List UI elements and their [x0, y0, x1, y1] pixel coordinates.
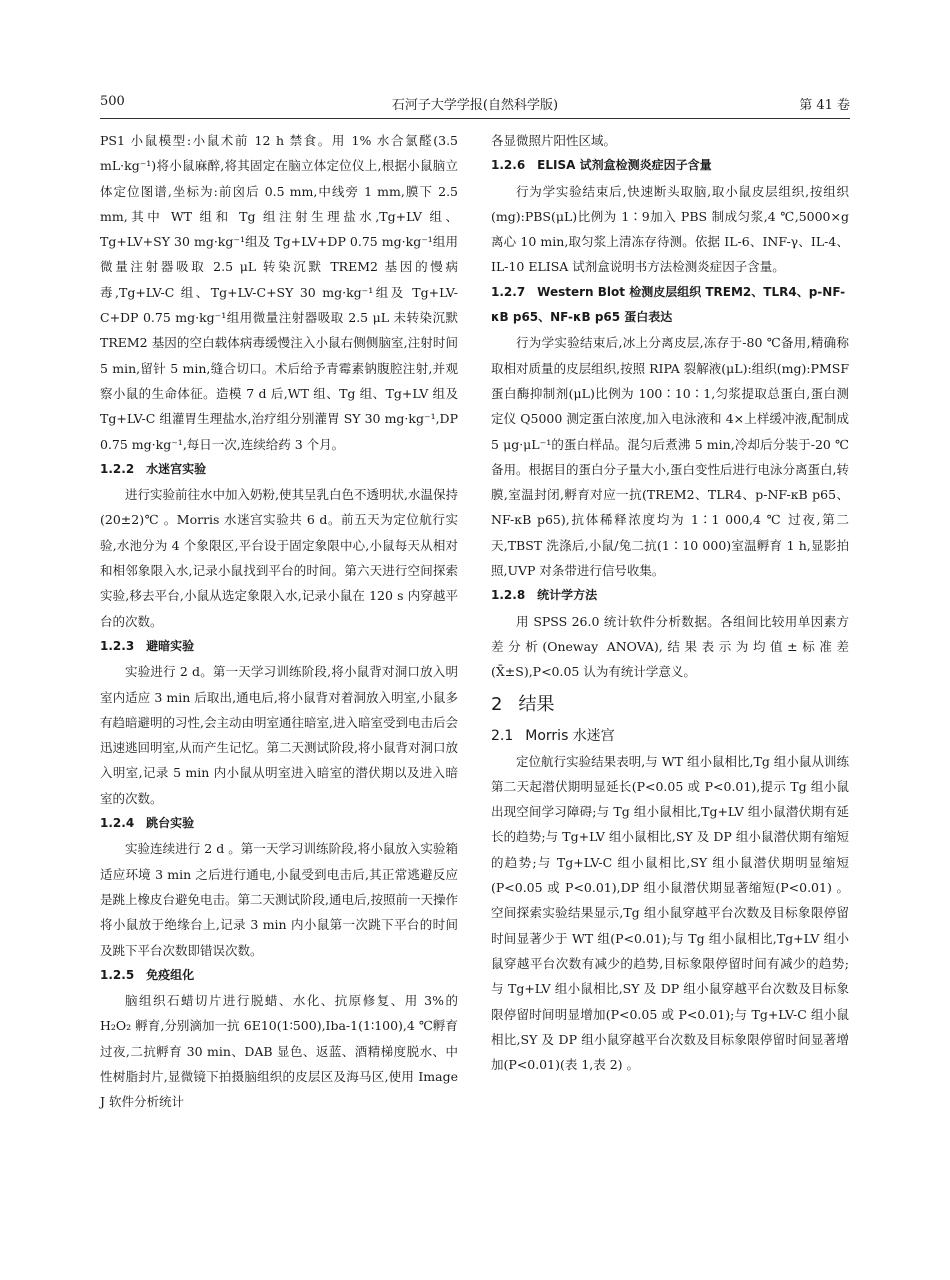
- paragraph-statistics: 用 SPSS 26.0 统计软件分析数据。各组间比较用单因素方差分析(Oneway ANOVA),结果表示为均值±标准差(X̄±S),P<0.05 认为有统计学意义。: [491, 613, 849, 680]
- paragraph-immunohistochemistry: 脑组织石蜡切片进行脱蜡、水化、抗原修复、用 3%的 H₂O₂ 孵育,分别滴加一抗 6E10(1∶500),Iba-1(1∶100),4 ℃孵育过夜,二抗孵育 30 min、DAB 显色、返蓝、酒精梯度脱水、中性树脂封片,显微镜下拍摄脑组织的皮层区及海马区,使用 Image J 软件分析统计: [100, 993, 458, 1110]
- section-number: 1.2.6: [491, 158, 526, 173]
- paragraph-western-blot: 行为学实验结束后,冰上分离皮层,冻存于-80 ℃备用,精确称取相对质量的皮层组织,按照 RIPA 裂解液(μL):组织(mg):PMSF 蛋白酶抑制剂(μL)比例为 100∶10∶1,匀浆提取总蛋白,蛋白测定仪 Q5000 测定蛋白浓度,加入电泳液和 4×上样缓冲液,配制成 5 μg·μL⁻¹的蛋白样品。混匀后煮沸 5 min,冷却后分装于-20 ℃备用。根据目的蛋白分子量大小,蛋白变性后进行电泳分离蛋白,转膜,室温封闭,孵育对应一抗(TREM2、TLR4、p-NF-κB p65、NF-κB p65),抗体稀释浓度均为 1∶1 000,4 ℃ 过夜,第二天,TBST 洗涤后,小鼠/兔二抗(1∶10 000)室温孵育 1 h,显影拍照,UVP 对条带进行信号收集。: [491, 335, 849, 579]
- section-title: 结果: [518, 693, 555, 715]
- right-column: [491, 128, 849, 1077]
- section-title: ELISA 试剂盒检测炎症因子含量: [537, 158, 712, 173]
- section-heading-2-1: [491, 723, 849, 749]
- paragraph-step-down: 实验连续进行 2 d 。第一天学习训练阶段,将小鼠放入实验箱适应环境 3 min 之后进行通电,小鼠受到电击后,其正常逃避反应是跳上橡皮台避免电击。第二天测试阶段,通电后,按照前一天操作将小鼠放于绝缘台上,记录 3 min 内小鼠第一次跳下平台的时间及跳下平台次数即错误次数。: [100, 841, 458, 958]
- section-title: 水迷宫实验: [146, 461, 207, 476]
- section-heading-1-2-7: [491, 280, 849, 331]
- section-title: 统计学方法: [537, 588, 598, 603]
- paragraph-dark-avoidance: 实验进行 2 d。第一天学习训练阶段,将小鼠背对洞口放入明室内适应 3 min 后取出,通电后,将小鼠背对着洞放入明室,小鼠多有趋暗避明的习性,会主动由明室通往暗室,进入暗室受到电击后会迅速逃回明室,从而产生记忆。第二天测试阶段,将小鼠背对洞口放入明室,记录 5 min 内小鼠从明室进入暗室的潜伏期以及进入暗室的次数。: [100, 664, 458, 806]
- running-header: [100, 92, 850, 119]
- paragraph-morris-results: 定位航行实验结果表明,与 WT 组小鼠相比,Tg 组小鼠从训练第二天起潜伏期明显延长(P<0.05 或 P<0.01),提示 Tg 组小鼠出现空间学习障碍;与 Tg 组小鼠相比,Tg+LV 组小鼠潜伏期有延长的趋势;与 Tg+LV 组小鼠相比,SY 及 DP 组小鼠潜伏期有缩短的趋势;与 Tg+LV-C 组小鼠相比,SY 组小鼠潜伏期明显缩短(P<0.05 或 P<0.01),DP 组小鼠潜伏期显著缩短(P<0.01) 。空间探索实验结果显示,Tg 组小鼠穿越平台次数及目标象限停留时间显著少于 WT 组(P<0.01);与 Tg 组小鼠相比,Tg+LV 组小鼠穿越平台次数有减少的趋势,目标象限停留时间有减少的趋势;与 Tg+LV 组小鼠相比,SY 及 DP 组小鼠穿越平台次数及目标象限停留时间明显增加(P<0.05 或 P<0.01);与 Tg+LV-C 组小鼠相比,SY 及 DP 组小鼠穿越平台次数及目标象限停留时间显著增加(P<0.01)(表 1,表 2) 。: [491, 753, 849, 1073]
- section-number: 2.1: [491, 727, 514, 744]
- section-number: 1.2.2: [100, 461, 135, 476]
- section-heading-2: [491, 691, 849, 719]
- section-number: 1.2.7: [491, 284, 526, 299]
- section-heading-1-2-6: [491, 153, 849, 178]
- volume-label: 第 41 卷: [799, 98, 850, 113]
- journal-title: 石河子大学学报(自然科学版): [391, 98, 559, 113]
- page-number: 500: [100, 94, 125, 109]
- paragraph-continued: 各显微照片阳性区域。: [491, 133, 617, 148]
- section-heading-1-2-2: [100, 457, 458, 482]
- section-title: Western Blot 检测皮层组织 TREM2、TLR4、p-NF-κB p65、NF-κB p65 蛋白表达: [491, 284, 846, 325]
- section-title: Morris 水迷宫: [525, 727, 615, 744]
- section-heading-1-2-4: [100, 811, 458, 836]
- section-number: 1.2.3: [100, 638, 135, 653]
- section-heading-1-2-8: [491, 583, 849, 608]
- paragraph-model-prep: PS1 小鼠模型:小鼠术前 12 h 禁食。用 1% 水合氯醛(3.5 mL·kg⁻¹)将小鼠麻醉,将其固定在脑立体定位仪上,根据小鼠脑立体定位图谱,坐标为:前囟后 0.5 mm,中线旁 1 mm,膜下 2.5 mm,其中 WT 组和 Tg 组注射生理盐水,Tg+LV 组、Tg+LV+SY 30 mg·kg⁻¹组及 Tg+LV+DP 0.75 mg·kg⁻¹组用微量注射器吸取 2.5 μL 转染沉默 TREM2 基因的慢病毒,Tg+LV-C 组、Tg+LV-C+SY 30 mg·kg⁻¹组及 Tg+LV-C+DP 0.75 mg·kg⁻¹组用微量注射器吸取 2.5 μL 未转染沉默 TREM2 基因的空白载体病毒缓慢注入小鼠右侧侧脑室,注射时间 5 min,留针 5 min,缝合切口。术后给予青霉素钠腹腔注射,并观察小鼠的生命体征。造模 7 d 后,WT 组、Tg 组、Tg+LV 组及 Tg+LV-C 组灌胃生理盐水,治疗组分别灌胃 SY 30 mg·kg⁻¹,DP 0.75 mg·kg⁻¹,每日一次,连续给药 3 个月。: [100, 133, 458, 452]
- section-heading-1-2-3: [100, 634, 458, 659]
- paragraph-elisa: 行为学实验结束后,快速断头取脑,取小鼠皮层组织,按组织(mg):PBS(μL)比例为 1∶9加入 PBS 制成匀浆,4 ℃,5000×g 离心 10 min,取匀浆上清冻存待测。依据 IL-6、INF-γ、IL-4、IL-10 ELISA 试剂盒说明书方法检测炎症因子含量。: [491, 183, 849, 275]
- section-number: 1.2.5: [100, 967, 135, 982]
- section-title: 避暗实验: [146, 638, 195, 653]
- paragraph-water-maze: 进行实验前往水中加入奶粉,使其呈乳白色不透明状,水温保持 (20±2)℃ 。Morris 水迷宫实验共 6 d。前五天为定位航行实验,水池分为 4 个象限区,平台设于固定象限中心,小鼠每天从相对和相邻象限入水,记录小鼠找到平台的时间。第六天进行空间探索实验,移去平台,小鼠从选定象限入水,记录小鼠在 120 s 内穿越平台的次数。: [100, 487, 458, 629]
- left-column: [100, 128, 458, 1115]
- section-number: 2: [491, 693, 503, 715]
- section-title: 免疫组化: [146, 967, 195, 982]
- section-number: 1.2.8: [491, 588, 526, 603]
- section-number: 1.2.4: [100, 816, 135, 831]
- section-heading-1-2-5: [100, 963, 458, 988]
- section-title: 跳台实验: [146, 816, 195, 831]
